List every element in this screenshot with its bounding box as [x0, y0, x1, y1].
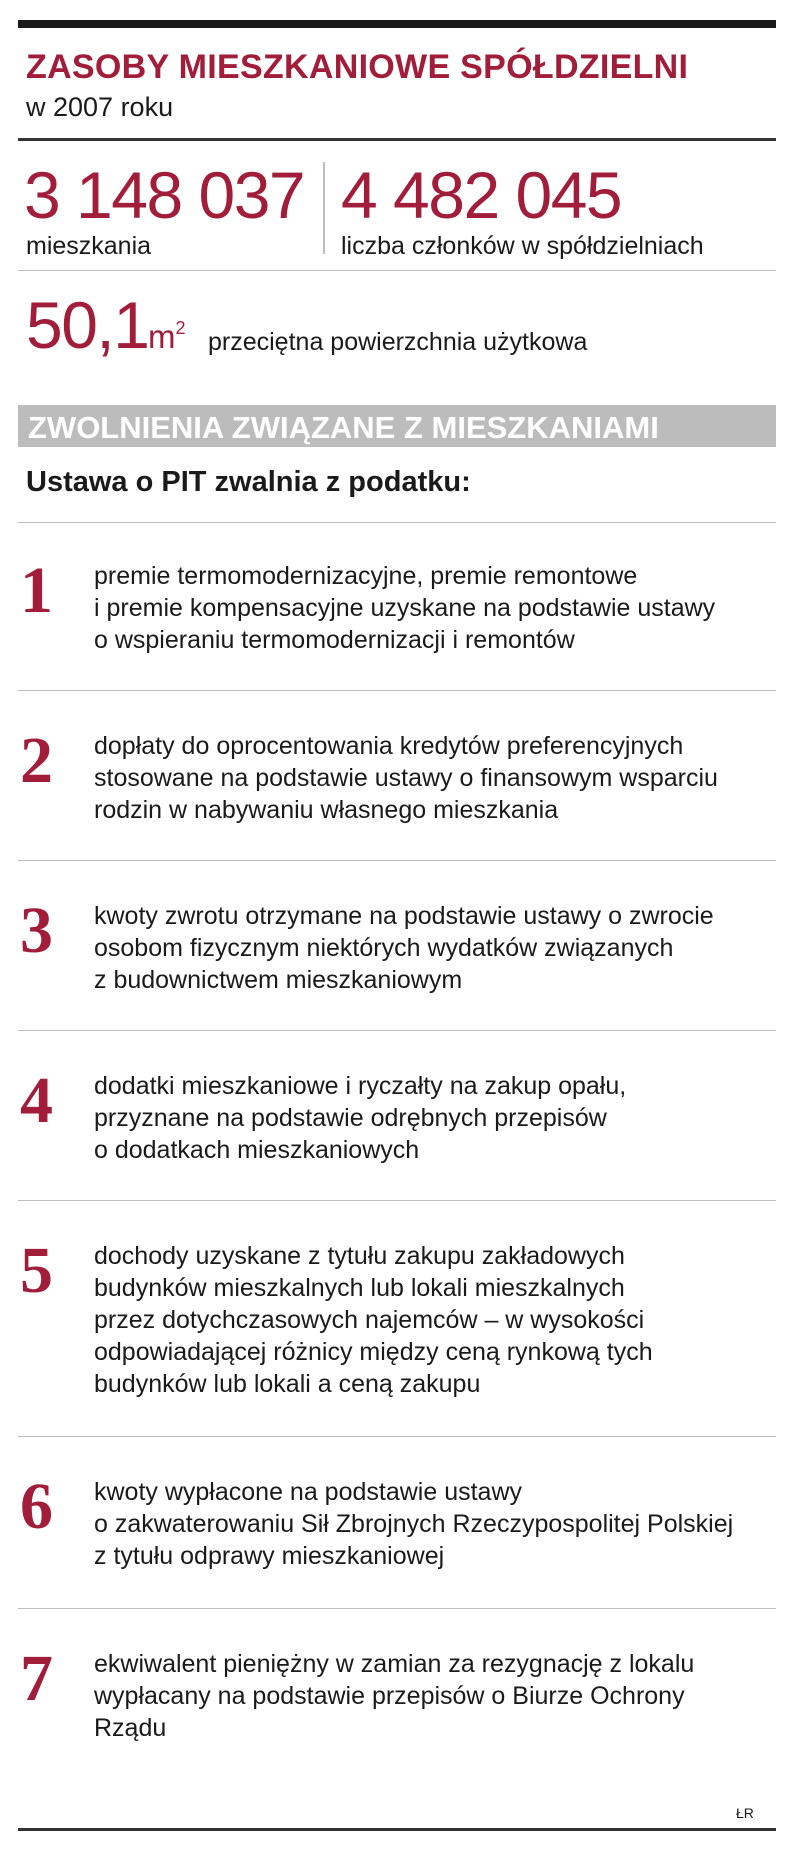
area-unit: $m^2$ — [148, 318, 186, 355]
top-rule — [18, 20, 776, 28]
item-text: ekwiwalent pieniężny w zamian za rezygnację z lokalu wypłacany na podstawie przepisów o Biurze Ochrony Rządu — [94, 1650, 695, 1742]
item-text: dodatki mieszkaniowe i ryczałty na zakup opału, przyznane na podstawie odrębnych przepisów o dodatkach mieszkaniowych — [94, 1072, 627, 1164]
item-divider — [18, 1200, 776, 1201]
stats-divider-horizontal — [18, 270, 776, 271]
item-number: 5 — [20, 1234, 53, 1307]
item-divider — [18, 1436, 776, 1437]
item-text: premie termomodernizacyjne, premie remontowe i premie kompensacyjne uzyskane na podstawie ustawy o wspieraniu termomodernizacji i remontów — [94, 562, 716, 654]
bottom-rule — [18, 1828, 776, 1831]
item-number: 6 — [20, 1470, 53, 1543]
stats-divider — [323, 162, 325, 254]
item-divider — [18, 860, 776, 861]
area-label: przeciętna powierzchnia użytkowa — [208, 328, 588, 356]
item-text: dochody uzyskane z tytułu zakupu zakładowych budynków mieszkalnych lub lokali mieszkalnych przez dotychczasowych najemców – w wysokości odpowiadającej różnicy między ceną rynkową tych budynków lub lokali a ceną zakupu — [94, 1242, 653, 1398]
item-text: kwoty wypłacone na podstawie ustawy o zakwaterowaniu Sił Zbrojnych Rzeczypospolitej Polskiej z tytułu odprawy mieszkaniowej — [94, 1478, 734, 1570]
item-divider — [18, 522, 776, 523]
section-title: ZWOLNIENIA ZWIĄZANE Z MIESZKANIAMI — [28, 410, 659, 445]
header-divider — [18, 138, 776, 141]
item-number: 3 — [20, 894, 53, 967]
item-text: dopłaty do oprocentowania kredytów preferencyjnych stosowane na podstawie ustawy o finansowym wsparciu rodzin w nabywaniu własnego mieszkania — [94, 732, 718, 824]
area-value: 50,1 — [26, 288, 149, 362]
page-subtitle: w 2007 roku — [26, 92, 174, 122]
item-number: 7 — [20, 1642, 53, 1715]
section-header — [18, 405, 776, 447]
item-text: kwoty zwrotu otrzymane na podstawie ustawy o zwrocie osobom fizycznym niektórych wydatków związanych z budownictwem mieszkaniowym — [94, 902, 714, 994]
members-label: liczba członków w spółdzielniach — [341, 232, 704, 260]
members-count: 4 482 045 — [341, 158, 622, 232]
author-signature: ŁR — [736, 1805, 754, 1821]
section-intro: Ustawa o PIT zwalnia z podatku: — [26, 466, 471, 498]
page-title: ZASOBY MIESZKANIOWE SPÓŁDZIELNI — [26, 48, 689, 86]
item-number: 1 — [20, 554, 53, 627]
item-number: 4 — [20, 1064, 53, 1137]
apartments-label: mieszkania — [26, 232, 152, 260]
item-divider — [18, 1608, 776, 1609]
apartments-count: 3 148 037 — [24, 158, 305, 232]
item-divider — [18, 690, 776, 691]
item-divider — [18, 1030, 776, 1031]
item-number: 2 — [20, 724, 53, 797]
